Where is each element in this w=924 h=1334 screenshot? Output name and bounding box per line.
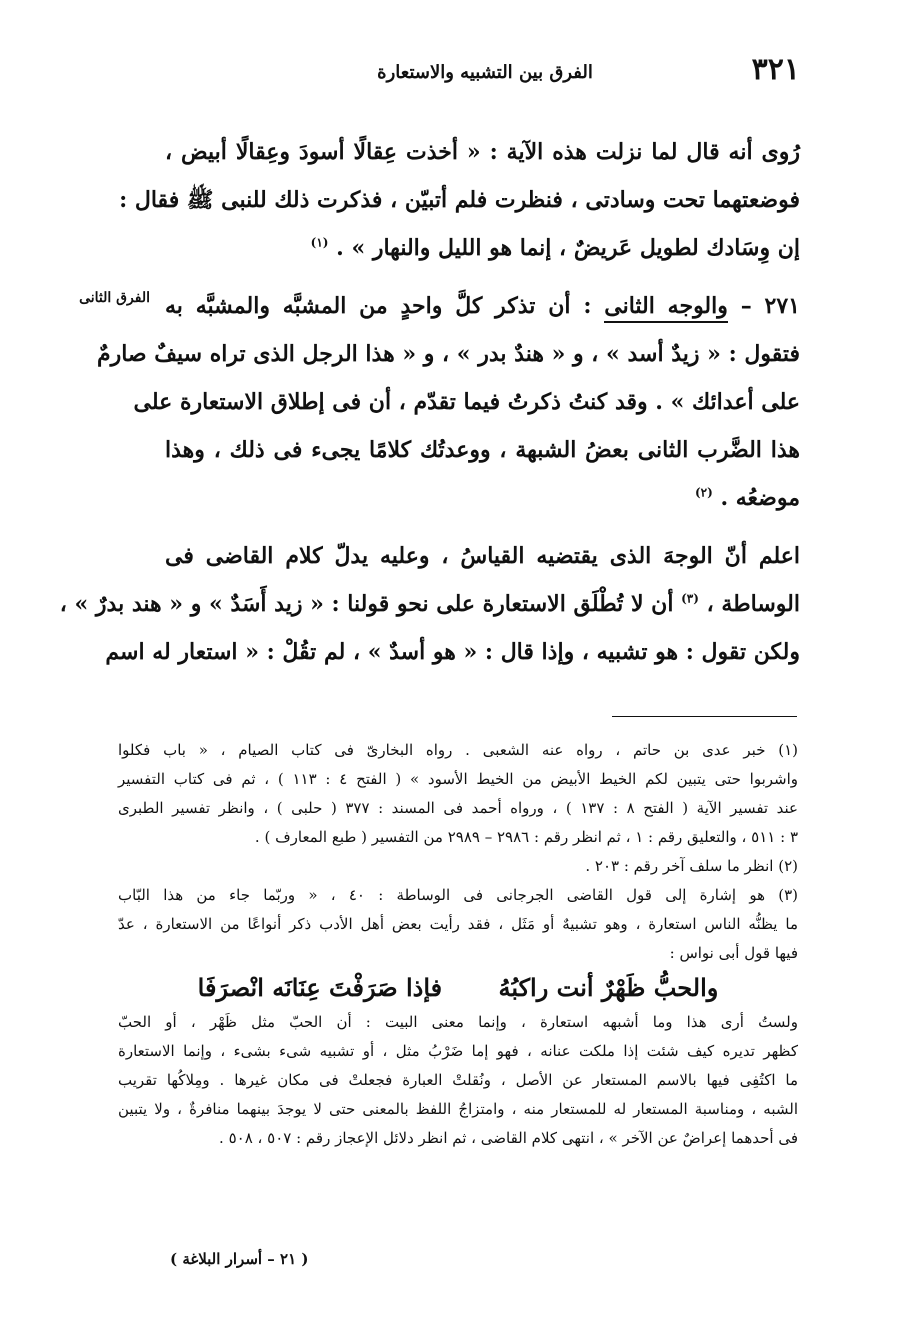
poetry-verse bbox=[118, 968, 798, 1008]
text-line: فتقول : « زيدٌ أسد » ، و « هندٌ بدر » ، و « هذا الرجل الذى تراه سيفٌ صارمٌ bbox=[96, 341, 800, 367]
text-line: فوضعتهما تحت وسادتى ، فنظرت فلم أتبيّن ، فذكرت ذلك للنبى ﷺ فقال : bbox=[119, 187, 800, 213]
page-number: ٣٢١ bbox=[751, 52, 800, 87]
footnote-line: كظهر تديره كيف شئت إذا ملكت عنانه ، فهو إما ضَرْبُ مثل ، أو تشبيه شىء بشىء ، وإنما الاستعارة bbox=[118, 1042, 798, 1060]
running-title: الفرق بين التشبيه والاستعارة bbox=[377, 62, 593, 83]
footnote-line: (٢) انظر ما سلف آخر رقم : ٢٠٣ . bbox=[585, 857, 798, 875]
footnote-separator bbox=[612, 716, 797, 717]
footnote-line: ولستُ أرى هذا وما أشبهه استعارة ، وإنما معنى البيت : أن الحبّ مثل ظَهْر ، أو الحبّ bbox=[118, 1013, 798, 1031]
footnote-line: ٣ : ٥١١ ، والتعليق رقم : ١ ، ثم انظر رقم : ٢٩٨٦ – ٢٩٨٩ من التفسير ( طبع المعارف ) . bbox=[254, 828, 798, 846]
page-header bbox=[170, 52, 800, 92]
footnote-mark: (٢) bbox=[694, 485, 713, 500]
margin-note: الفرق الثانى bbox=[79, 290, 150, 306]
text-line bbox=[165, 282, 800, 330]
text-segment: الوساطة ، bbox=[706, 591, 800, 617]
text-line: ولكن تقول : هو تشبيه ، وإذا قال : « هو أسدٌ » ، لم تقُلْ : « استعار له اسم bbox=[105, 639, 800, 665]
text-line: اعلم أنّ الوجهَ الذى يقتضيه القياسُ ، وعليه يدلّ كلام القاضى فى bbox=[165, 543, 800, 569]
footnote-line: (١) خبر عدى بن حاتم ، رواه عنه الشعبى . رواه البخارىّ فى كتاب الصيام ، « باب فكلوا bbox=[118, 741, 798, 759]
text-line bbox=[165, 224, 800, 272]
footnote-line: فيها قول أبى نواس : bbox=[669, 944, 798, 962]
footnote-mark: (١) bbox=[310, 235, 329, 250]
footnote-line: فى أحدهما إعراضٌ عن الآخر » ، انتهى كلام القاضى ، ثم انظر دلائل الإعجاز رقم : ٥٠٧ ، ٥٠٨ . bbox=[219, 1129, 798, 1147]
footnote-line: (٣) هو إشارة إلى قول القاضى الجرجانى فى الوساطة : ٤٠ ، « وربّما جاء من هذا البّاب bbox=[118, 886, 798, 904]
text-line bbox=[59, 580, 800, 628]
verse-hemistich-2: فإذا صَرَفْتَ عِنَانَه انْصرَفَا bbox=[197, 973, 443, 1002]
text-line bbox=[165, 474, 800, 522]
footnote-mark: (٣) bbox=[681, 591, 699, 606]
paragraph-1 bbox=[119, 128, 800, 272]
section-number: ٢٧١ – bbox=[740, 293, 800, 319]
footnote-line: عند تفسير الآية ( الفتح ٨ : ١٣٧ ) ، ورواه أحمد فى المسند : ٣٧٧ ( حلبى ) ، وانظر تفسير الطبرى bbox=[118, 799, 798, 817]
text-segment: أن لا تُطْلَق الاستعارة على نحو قولنا : « زيد أَسَدٌ » و « هند بدرٌ » ، bbox=[59, 591, 674, 617]
book-signature: ( ٢١ – أسرار البلاغة ) bbox=[170, 1250, 309, 1268]
footnote-line: ما يظنُّه الناس استعارة ، وهو تشبيهٌ أو مَثَل ، فقد رأيت بعض أهل الأدب ذكر أنواعًا من الاستعارة ، عدّ bbox=[118, 915, 798, 933]
text-segment: إن وِسَادك لطويل عَريضٌ ، إنما هو الليل والنهار » . bbox=[336, 235, 800, 261]
text-line: على أعدائك » . وقد كنتُ ذكرتُ فيما تقدّم ، أن فى إطلاق الاستعارة على bbox=[133, 389, 800, 415]
footnote-line: الشبه ، ومناسبة المستعار له للمستعار منه ، وامتزاجُ اللفظ بالمعنى حتى لا يوجدَ بينهما منافرةٌ ، ولا يتبين bbox=[118, 1100, 798, 1118]
footnote-line: واشربوا حتى يتبين لكم الخيط الأبيض من الخيط الأسود » ( الفتح ٤ : ١١٣ ) ، ثم فى كتاب التفسير bbox=[118, 770, 799, 788]
text-segment: : أن تذكر كلَّ واحدٍ من المشبَّه والمشبَّه به bbox=[165, 293, 592, 319]
paragraph-3 bbox=[59, 532, 800, 676]
footnotes bbox=[118, 736, 798, 1153]
verse-hemistich-1: والحبُّ ظَهْرٌ أنت راكبُهُ bbox=[498, 973, 719, 1002]
text-line: هذا الضَّرب الثانى بعضُ الشبهة ، ووعدتُك كلامًا يجىء فى ذلك ، وهذا bbox=[165, 437, 800, 463]
footnote-line: ما اكتُفِى فيها بالاسم المستعار عن الأصل ، ونُقلتْ العبارة فجعلتْ فى مكان غيرها . ومِلاكُها تقريب bbox=[118, 1071, 798, 1089]
text-segment: موضعُه . bbox=[720, 485, 800, 511]
section-heading: والوجه الثانى bbox=[604, 293, 728, 323]
text-line: رُوى أنه قال لما نزلت هذه الآية : « أخذت عِقالًا أسودَ وعِقالًا أبيض ، bbox=[165, 139, 800, 165]
